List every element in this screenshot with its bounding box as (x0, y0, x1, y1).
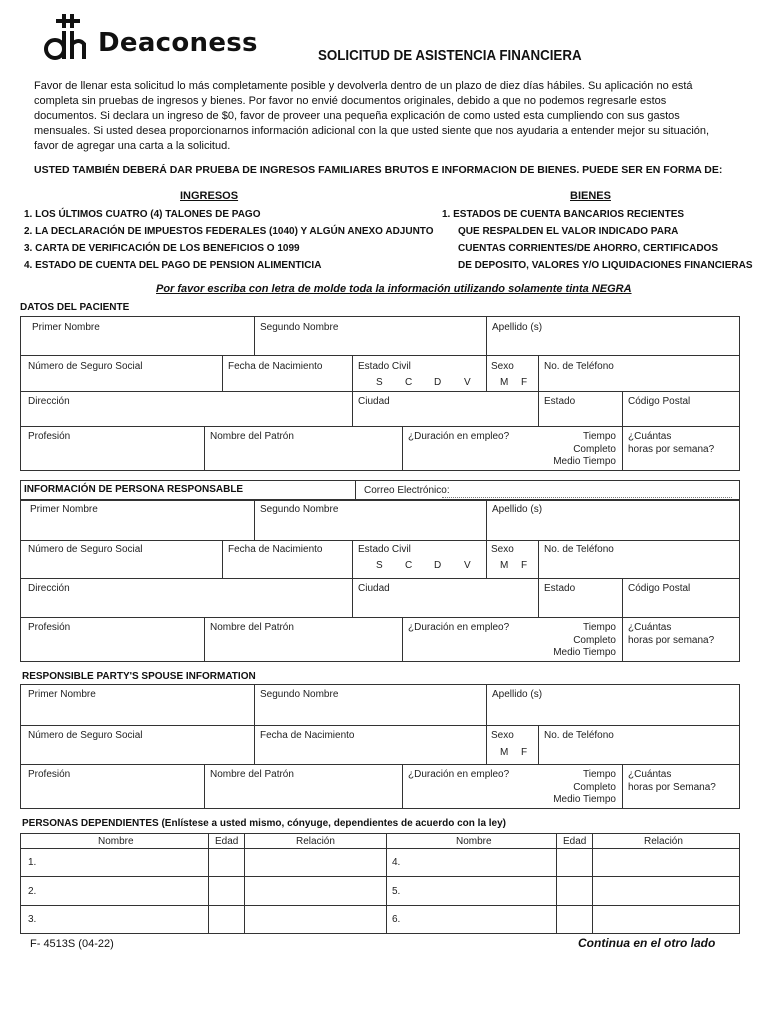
option-sexo-f[interactable]: F (521, 747, 528, 758)
section-dependientes: PERSONAS DEPENDIENTES (Enlístese a usted mismo, cónyuge, dependientes de acuerdo con la ley) (22, 818, 507, 829)
ink-instruction: Por favor escriba con letra de molde toda la información utilizando solamente tinta NEGRA (156, 283, 632, 295)
label-profesion: Profesión (28, 431, 71, 442)
header-edad: Edad (563, 836, 587, 847)
ingresos-item: 4. ESTADO DE CUENTA DEL PAGO DE PENSION ALIMENTICIA (24, 260, 322, 271)
label-telefono: No. de Teléfono (544, 544, 614, 555)
header-nombre: Nombre (456, 836, 492, 847)
dependent-row[interactable]: 3. (28, 914, 37, 925)
dependent-row[interactable]: 4. (392, 857, 401, 868)
dependent-row[interactable]: 5. (392, 886, 401, 897)
label-primer-nombre: Primer Nombre (30, 504, 98, 515)
option-tiempo-completo[interactable] (540, 430, 616, 456)
option-medio-tiempo[interactable]: Medio Tiempo (553, 647, 616, 658)
label-direccion: Dirección (28, 396, 70, 407)
label-patron: Nombre del Patrón (210, 431, 294, 442)
label-patron: Nombre del Patrón (210, 769, 294, 780)
label-estado: Estado (544, 583, 576, 594)
label-ciudad: Ciudad (358, 396, 390, 407)
horas-text: horas por semana? (628, 635, 715, 646)
label-segundo-nombre: Segundo Nombre (260, 322, 339, 333)
tiempo-text: Tiempo (583, 431, 616, 442)
option-civil-s[interactable]: S (376, 560, 383, 571)
label-estado: Estado (544, 396, 576, 407)
label-profesion: Profesión (28, 769, 71, 780)
option-medio-tiempo[interactable]: Medio Tiempo (553, 794, 616, 805)
logo-wordmark: Deaconess (98, 28, 258, 58)
option-civil-d[interactable]: D (434, 560, 442, 571)
intro-paragraph: Favor de llenar esta solicitud lo más completamente posible y devolverla dentro de un plazo de diez días hábiles. Su aplicación no está completa sin pruebas de ingresos y bienes. Por favor no envié documentos originales, debido a que no podemos regresarle estos documentos. Si declara un ingreso de $0, favor de proveer una pequeña explicación de como usted esta cumpliendo con sus gastos mensuales. Si usted desea proporcionarnos información adicional con la que usted siente que nos ayudaria a entender mejor su situación, favor de agregar una carta a la solicitud. (34, 80, 710, 152)
form-code: F- 4513S (04-22) (30, 938, 114, 950)
option-sexo-f[interactable]: F (521, 377, 528, 388)
horas-text: horas por semana? (628, 444, 715, 455)
option-civil-v[interactable]: V (464, 377, 471, 388)
option-civil-c[interactable]: C (405, 377, 413, 388)
label-fecha-nacimiento: Fecha de Nacimiento (260, 730, 355, 741)
deaconess-logo (44, 14, 304, 64)
label-profesion: Profesión (28, 622, 71, 633)
label-primer-nombre: Primer Nombre (32, 322, 100, 333)
label-correo: Correo Electrónico: (364, 485, 450, 496)
tiempo-text: Tiempo (583, 769, 616, 780)
proof-notice: USTED TAMBIÉN DEBERÁ DAR PRUEBA DE INGRESOS FAMILIARES BRUTOS E INFORMACION DE BIENES. PUEDE SER EN FORMA DE: (34, 164, 723, 176)
label-sexo: Sexo (491, 544, 514, 555)
cuantas-text: ¿Cuántas (628, 622, 672, 633)
completo-text: Completo (573, 635, 616, 646)
label-direccion: Dirección (28, 583, 70, 594)
dependent-row[interactable]: 2. (28, 886, 37, 897)
section-responsable: INFORMACIÓN DE PERSONA RESPONSABLE (24, 484, 244, 495)
label-sexo: Sexo (491, 730, 514, 741)
header-relacion: Relación (644, 836, 683, 847)
label-duracion: ¿Duración en empleo? (408, 431, 510, 442)
option-tiempo-completo[interactable] (540, 621, 616, 647)
option-sexo-m[interactable]: M (500, 560, 509, 571)
label-segundo-nombre: Segundo Nombre (260, 689, 339, 700)
ingresos-item: 1. LOS ÚLTIMOS CUATRO (4) TALONES DE PAGO (24, 209, 261, 220)
ingresos-item: 3. CARTA DE VERIFICACIÓN DE LOS BENEFICIOS O 1099 (24, 243, 300, 254)
label-fecha-nacimiento: Fecha de Nacimiento (228, 544, 323, 555)
label-ssn: Número de Seguro Social (28, 544, 143, 555)
label-apellido: Apellido (s) (492, 689, 543, 700)
label-sexo: Sexo (491, 361, 514, 372)
completo-text: Completo (573, 782, 616, 793)
label-codigo-postal: Código Postal (628, 583, 691, 594)
completo-text: Completo (573, 444, 616, 455)
label-telefono: No. de Teléfono (544, 361, 614, 372)
horas-text: horas por Semana? (628, 782, 716, 793)
option-tiempo-completo[interactable] (540, 768, 616, 794)
dependent-row[interactable]: 6. (392, 914, 401, 925)
option-sexo-f[interactable]: F (521, 560, 528, 571)
label-horas-semana (628, 621, 714, 647)
label-duracion: ¿Duración en empleo? (408, 622, 510, 633)
header-edad: Edad (215, 836, 239, 847)
label-telefono: No. de Teléfono (544, 730, 614, 741)
label-ssn: Número de Seguro Social (28, 730, 143, 741)
label-duracion: ¿Duración en empleo? (408, 769, 510, 780)
label-horas-semana (628, 768, 716, 794)
option-medio-tiempo[interactable]: Medio Tiempo (553, 456, 616, 467)
section-paciente: DATOS DEL PACIENTE (20, 302, 130, 313)
option-civil-d[interactable]: D (434, 377, 442, 388)
dh-logo-mark-icon (44, 14, 92, 62)
label-ssn: Número de Seguro Social (28, 361, 143, 372)
label-estado-civil: Estado Civil (358, 361, 411, 372)
bienes-line: QUE RESPALDEN EL VALOR INDICADO PARA (458, 226, 679, 237)
section-spouse: RESPONSIBLE PARTY'S SPOUSE INFORMATION (22, 671, 256, 682)
ingresos-item: 2. LA DECLARACIÓN DE IMPUESTOS FEDERALES (1040) Y ALGÚN ANEXO ADJUNTO (24, 226, 434, 237)
label-apellido: Apellido (s) (492, 504, 543, 515)
continue-note: Continua en el otro lado (578, 936, 716, 950)
bienes-line: 1. ESTADOS DE CUENTA BANCARIOS RECIENTES (442, 209, 685, 220)
option-civil-v[interactable]: V (464, 560, 471, 571)
cuantas-text: ¿Cuántas (628, 431, 672, 442)
label-estado-civil: Estado Civil (358, 544, 411, 555)
option-sexo-m[interactable]: M (500, 747, 509, 758)
label-segundo-nombre: Segundo Nombre (260, 504, 339, 515)
bienes-heading: BIENES (570, 190, 611, 202)
bienes-line: CUENTAS CORRIENTES/DE AHORRO, CERTIFICADOS (458, 243, 719, 254)
dependent-row[interactable]: 1. (28, 857, 37, 868)
label-codigo-postal: Código Postal (628, 396, 691, 407)
option-sexo-m[interactable]: M (500, 377, 509, 388)
option-civil-s[interactable]: S (376, 377, 383, 388)
label-ciudad: Ciudad (358, 583, 390, 594)
label-primer-nombre: Primer Nombre (28, 689, 96, 700)
cuantas-text: ¿Cuántas (628, 769, 672, 780)
header-relacion: Relación (296, 836, 335, 847)
bienes-line: DE DEPOSITO, VALORES Y/O LIQUIDACIONES FINANCIERAS (458, 260, 753, 271)
option-civil-c[interactable]: C (405, 560, 413, 571)
ingresos-heading: INGRESOS (180, 190, 239, 202)
label-patron: Nombre del Patrón (210, 622, 294, 633)
label-apellido: Apellido (s) (492, 322, 543, 333)
tiempo-text: Tiempo (583, 622, 616, 633)
label-horas-semana (628, 430, 714, 456)
label-fecha-nacimiento: Fecha de Nacimiento (228, 361, 323, 372)
page-title: SOLICITUD DE ASISTENCIA FINANCIERA (318, 48, 582, 64)
header-nombre: Nombre (98, 836, 134, 847)
